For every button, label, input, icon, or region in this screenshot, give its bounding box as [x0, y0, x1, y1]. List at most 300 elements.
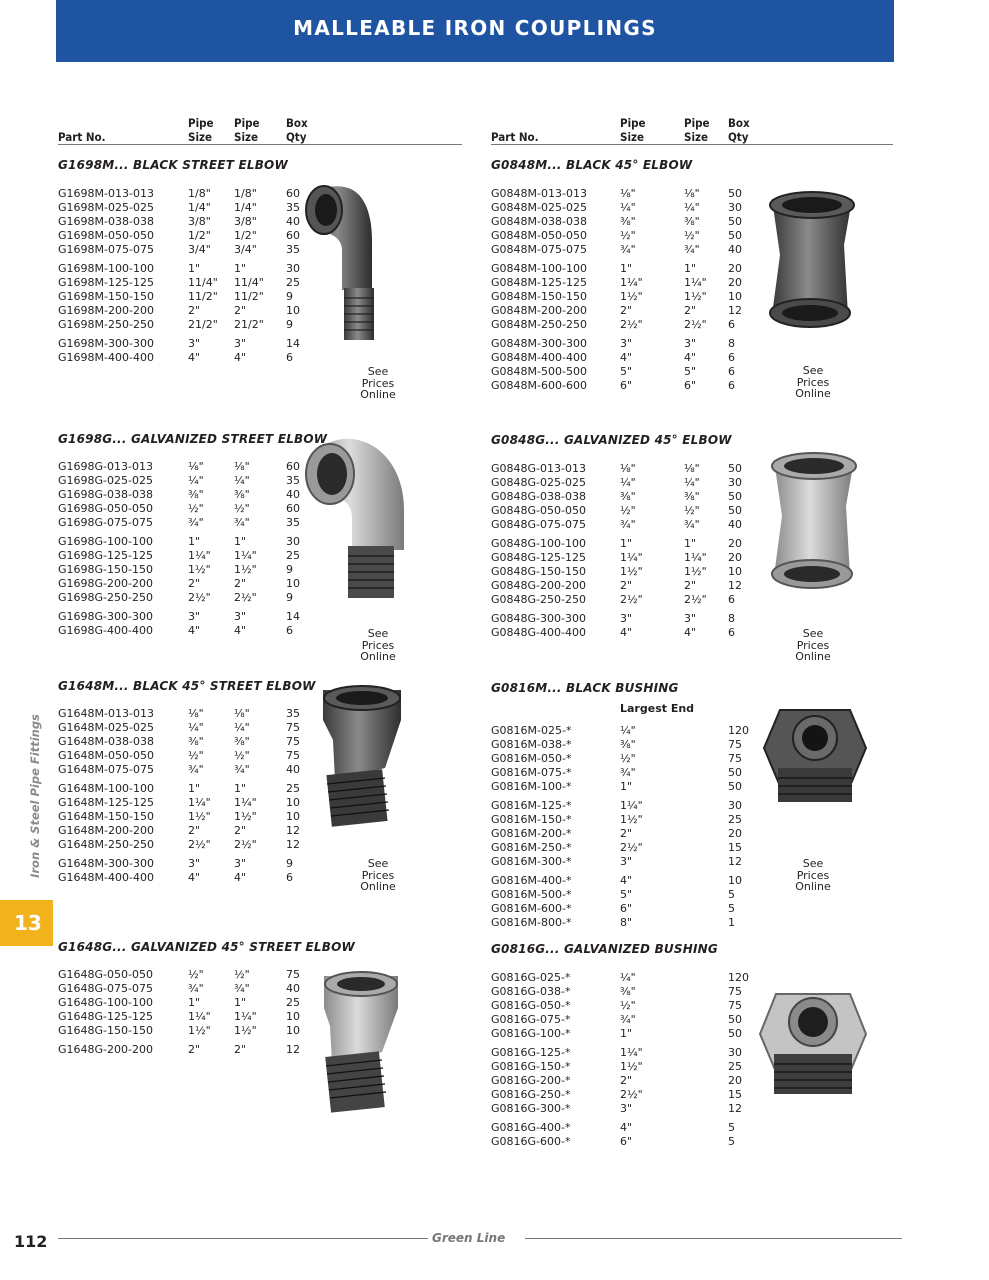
pipe-size-1: 1¼" [188, 549, 211, 562]
box-qty: 20 [728, 551, 742, 564]
part-number: G0848M-075-075 [491, 243, 587, 256]
part-number: G0816G-038-* [491, 985, 571, 998]
box-qty: 50 [728, 780, 742, 793]
pipe-size-1: 4" [188, 871, 201, 884]
pipe-size-1: 6" [620, 1135, 633, 1148]
see-text: See [802, 627, 824, 640]
pipe-size-1: ⅜" [620, 490, 636, 503]
part-number: G0816G-600-* [491, 1135, 571, 1148]
part-number: G1648G-200-200 [58, 1043, 153, 1056]
part-number: G0848M-025-025 [491, 201, 587, 214]
box-qty: 20 [728, 1074, 742, 1087]
part-number: G1698M-013-013 [58, 187, 154, 200]
galvanized-45-elbow-image [764, 446, 864, 596]
part-number: G0816G-200-* [491, 1074, 571, 1087]
pipe-size-1: ¾" [188, 763, 204, 776]
part-number: G0816M-250-* [491, 841, 572, 854]
part-number: G0816M-400-* [491, 874, 572, 887]
part-number: G1698M-400-400 [58, 351, 154, 364]
part-number: G1698M-200-200 [58, 304, 154, 317]
pipe-size-2: 1/2" [234, 229, 257, 242]
pipe-size-2: 1/4" [234, 201, 257, 214]
box-qty: 8 [728, 612, 735, 625]
box-qty: 25 [728, 813, 742, 826]
box-qty: 30 [286, 535, 300, 548]
part-number: G0848M-013-013 [491, 187, 587, 200]
header-pipe-1 [620, 116, 646, 144]
pipe-size-2: 2" [234, 824, 247, 837]
footer-rule-right [525, 1238, 902, 1239]
pipe-size-1: ⅛" [188, 707, 204, 720]
pipe-size-2: ¾" [684, 243, 700, 256]
header-size-text: Size [234, 130, 259, 144]
pipe-size-2: 11/2" [234, 290, 264, 303]
part-number: G0816G-025-* [491, 971, 571, 984]
box-qty: 6 [728, 351, 735, 364]
box-qty: 8 [728, 337, 735, 350]
box-qty: 30 [728, 201, 742, 214]
pipe-size-2: 1" [684, 537, 697, 550]
header-pipe-text: Pipe [684, 116, 710, 130]
part-number: G0848M-038-038 [491, 215, 587, 228]
part-number: G1698G-400-400 [58, 624, 153, 637]
box-qty: 6 [728, 318, 735, 331]
section-tab [0, 900, 53, 946]
pipe-size-1: 2" [620, 827, 633, 840]
see-prices-online-link[interactable] [348, 628, 408, 663]
part-number: G0816M-125-* [491, 799, 572, 812]
pipe-size-2: 1" [684, 262, 697, 275]
part-number: G1698M-025-025 [58, 201, 154, 214]
online-text: Online [795, 880, 831, 893]
box-qty: 50 [728, 215, 742, 228]
part-number: G0816G-050-* [491, 999, 571, 1012]
part-number: G1648G-150-150 [58, 1024, 153, 1037]
box-qty: 10 [286, 1010, 300, 1023]
box-qty: 9 [286, 318, 293, 331]
pipe-size-2: 1" [234, 996, 247, 1009]
pipe-size-2: 3" [234, 337, 247, 350]
part-number: G0848G-038-038 [491, 490, 586, 503]
box-qty: 60 [286, 187, 300, 200]
part-number: G0848G-200-200 [491, 579, 586, 592]
pipe-size-2: 1¼" [234, 549, 257, 562]
pipe-size-2: 2" [234, 1043, 247, 1056]
pipe-size-1: ¼" [620, 971, 636, 984]
pipe-size-1: 1½" [188, 810, 211, 823]
box-qty: 75 [728, 752, 742, 765]
box-qty: 1 [728, 916, 735, 929]
pipe-size-1: ⅛" [620, 462, 636, 475]
header-pipe-text: Pipe [188, 116, 214, 130]
pipe-size-1: 3" [188, 337, 201, 350]
part-number: G0848G-025-025 [491, 476, 586, 489]
pipe-size-2: ¼" [234, 721, 250, 734]
box-qty: 25 [728, 1060, 742, 1073]
part-number: G0816M-075-* [491, 766, 572, 779]
box-qty: 40 [286, 488, 300, 501]
part-number: G0848G-400-400 [491, 626, 586, 639]
box-qty: 75 [286, 721, 300, 734]
online-text: Online [360, 880, 396, 893]
pipe-size-2: 1½" [234, 810, 257, 823]
pipe-size-2: ¼" [684, 201, 700, 214]
pipe-size-1: 1" [188, 262, 201, 275]
box-qty: 75 [728, 738, 742, 751]
part-number: G0848G-100-100 [491, 537, 586, 550]
part-number: G0848G-125-125 [491, 551, 586, 564]
box-qty: 35 [286, 201, 300, 214]
pipe-size-1: ⅜" [188, 488, 204, 501]
pipe-size-1: 1¼" [620, 276, 643, 289]
pipe-size-2: 1½" [684, 565, 707, 578]
pipe-size-2: 21/2" [234, 318, 264, 331]
pipe-size-2: 4" [234, 351, 247, 364]
part-number: G0816M-600-* [491, 902, 572, 915]
box-qty: 10 [286, 796, 300, 809]
box-qty: 9 [286, 563, 293, 576]
part-number: G1698G-025-025 [58, 474, 153, 487]
box-qty: 50 [728, 490, 742, 503]
pipe-size-2: 1¼" [234, 796, 257, 809]
part-number: G0816G-100-* [491, 1027, 571, 1040]
galvanized-bushing-image [758, 982, 868, 1102]
galvanized-45-street-elbow-image [318, 966, 408, 1116]
box-qty: 10 [286, 1024, 300, 1037]
box-qty: 75 [728, 985, 742, 998]
box-qty: 25 [286, 782, 300, 795]
pipe-size-1: ½" [620, 504, 636, 517]
pipe-size-2: 2" [684, 304, 697, 317]
pipe-size-2: 11/4" [234, 276, 264, 289]
part-number: G0848G-013-013 [491, 462, 586, 475]
pipe-size-1: 3" [620, 337, 633, 350]
header-box-text: Box [286, 116, 308, 130]
part-number: G0816G-300-* [491, 1102, 571, 1115]
pipe-size-1: 1/8" [188, 187, 211, 200]
pipe-size-1: 6" [620, 379, 633, 392]
part-number: G1698G-250-250 [58, 591, 153, 604]
part-number: G0816M-025-* [491, 724, 572, 737]
pipe-size-2: ½" [234, 749, 250, 762]
part-number: G0848M-400-400 [491, 351, 587, 364]
pipe-size-1: 2" [188, 1043, 201, 1056]
part-number: G1648G-100-100 [58, 996, 153, 1009]
pipe-size-1: ¾" [620, 1013, 636, 1026]
box-qty: 14 [286, 610, 300, 623]
pipe-size-2: ½" [684, 504, 700, 517]
see-prices-online-link[interactable] [348, 858, 408, 893]
see-prices-online-link[interactable] [783, 628, 843, 663]
pipe-size-2: 6" [684, 379, 697, 392]
pipe-size-1: ¼" [620, 476, 636, 489]
box-qty: 50 [728, 766, 742, 779]
part-number: G0848G-150-150 [491, 565, 586, 578]
pipe-size-2: 1/8" [234, 187, 257, 200]
pipe-size-1: 2½" [620, 318, 643, 331]
pipe-size-2: ⅜" [234, 735, 250, 748]
prices-text: Prices [361, 868, 395, 882]
pipe-size-1: 3" [620, 1102, 633, 1115]
box-qty: 5 [728, 888, 735, 901]
box-qty: 50 [728, 187, 742, 200]
pipe-size-2: ⅜" [234, 488, 250, 501]
box-qty: 50 [728, 504, 742, 517]
pipe-size-1: 3" [188, 610, 201, 623]
pipe-size-1: 6" [620, 902, 633, 915]
box-qty: 20 [728, 276, 742, 289]
pipe-size-1: ½" [188, 968, 204, 981]
pipe-size-1: 1¼" [188, 1010, 211, 1023]
section-title-g1698m: G1698M... BLACK STREET ELBOW [58, 158, 288, 172]
header-part-no: Part No. [58, 130, 106, 144]
online-text: Online [360, 388, 396, 401]
pipe-size-1: 3/4" [188, 243, 211, 256]
part-number: G1698M-075-075 [58, 243, 154, 256]
box-qty: 40 [286, 982, 300, 995]
part-number: G1698M-300-300 [58, 337, 154, 350]
part-number: G1648M-300-300 [58, 857, 154, 870]
pipe-size-1: 2" [188, 304, 201, 317]
box-qty: 30 [286, 262, 300, 275]
pipe-size-2: 1½" [234, 563, 257, 576]
pipe-size-1: 1¼" [620, 551, 643, 564]
box-qty: 30 [728, 1046, 742, 1059]
see-text: See [367, 627, 389, 640]
pipe-size-1: 1½" [620, 813, 643, 826]
pipe-size-1: 1" [620, 1027, 633, 1040]
pipe-size-1: 1¼" [620, 1046, 643, 1059]
pipe-size-1: ¾" [188, 516, 204, 529]
box-qty: 12 [286, 1043, 300, 1056]
part-number: G1648M-100-100 [58, 782, 154, 795]
galvanized-street-elbow-image [300, 432, 410, 602]
pipe-size-1: ½" [188, 749, 204, 762]
box-qty: 15 [728, 1088, 742, 1101]
pipe-size-1: ¼" [188, 474, 204, 487]
pipe-size-1: ¾" [620, 243, 636, 256]
part-number: G1698G-300-300 [58, 610, 153, 623]
pipe-size-1: 2½" [620, 1088, 643, 1101]
box-qty: 35 [286, 243, 300, 256]
box-qty: 40 [728, 243, 742, 256]
pipe-size-1: 1½" [188, 1024, 211, 1037]
part-number: G1648G-050-050 [58, 968, 153, 981]
largest-end-subhead: Largest End [620, 702, 695, 715]
see-prices-online-link[interactable] [783, 858, 843, 893]
see-prices-online-link[interactable] [348, 366, 408, 401]
pipe-size-2: ¼" [684, 476, 700, 489]
see-prices-online-link[interactable] [783, 365, 843, 400]
right-column-header [491, 116, 893, 145]
part-number: G1648M-025-025 [58, 721, 154, 734]
section-tab-number: 13 [14, 911, 42, 935]
box-qty: 30 [728, 799, 742, 812]
header-pipe-text: Pipe [234, 116, 260, 130]
part-number: G1648M-013-013 [58, 707, 154, 720]
pipe-size-1: ¼" [188, 721, 204, 734]
box-qty: 10 [286, 304, 300, 317]
part-number: G1698M-125-125 [58, 276, 154, 289]
pipe-size-2: 2½" [684, 318, 707, 331]
box-qty: 60 [286, 229, 300, 242]
part-number: G0816G-250-* [491, 1088, 571, 1101]
prices-text: Prices [796, 375, 830, 389]
pipe-size-1: 2" [620, 304, 633, 317]
pipe-size-1: ⅛" [188, 460, 204, 473]
part-number: G0848M-050-050 [491, 229, 587, 242]
part-number: G0848M-300-300 [491, 337, 587, 350]
pipe-size-2: ⅜" [684, 215, 700, 228]
part-number: G0848M-600-600 [491, 379, 587, 392]
box-qty: 10 [286, 577, 300, 590]
pipe-size-2: 4" [684, 351, 697, 364]
box-qty: 40 [728, 518, 742, 531]
box-qty: 30 [728, 476, 742, 489]
pipe-size-2: 2½" [684, 593, 707, 606]
pipe-size-1: 2" [188, 577, 201, 590]
part-number: G0816G-075-* [491, 1013, 571, 1026]
box-qty: 10 [286, 810, 300, 823]
pipe-size-2: 3" [684, 612, 697, 625]
pipe-size-2: ½" [684, 229, 700, 242]
see-text: See [802, 364, 824, 377]
pipe-size-1: 3" [620, 855, 633, 868]
part-number: G0848M-200-200 [491, 304, 587, 317]
pipe-size-1: ¾" [620, 518, 636, 531]
part-number: G0816M-038-* [491, 738, 572, 751]
pipe-size-1: 4" [620, 1121, 633, 1134]
pipe-size-2: 2" [684, 579, 697, 592]
pipe-size-2: 2" [234, 577, 247, 590]
part-number: G1698G-100-100 [58, 535, 153, 548]
part-number: G1698G-050-050 [58, 502, 153, 515]
box-qty: 12 [286, 824, 300, 837]
pipe-size-1: 2½" [620, 841, 643, 854]
pipe-size-1: 11/2" [188, 290, 218, 303]
pipe-size-2: 1¼" [234, 1010, 257, 1023]
prices-text: Prices [361, 376, 395, 390]
part-number: G1648M-200-200 [58, 824, 154, 837]
box-qty: 120 [728, 971, 749, 984]
box-qty: 9 [286, 290, 293, 303]
part-number: G1648M-075-075 [58, 763, 154, 776]
box-qty: 5 [728, 902, 735, 915]
online-text: Online [360, 650, 396, 663]
online-text: Online [795, 387, 831, 400]
black-45-street-elbow-image [315, 680, 415, 830]
part-number: G1698G-075-075 [58, 516, 153, 529]
pipe-size-1: 3/8" [188, 215, 211, 228]
box-qty: 35 [286, 516, 300, 529]
box-qty: 20 [728, 827, 742, 840]
pipe-size-1: 5" [620, 365, 633, 378]
pipe-size-1: ⅜" [620, 738, 636, 751]
part-number: G1648G-075-075 [58, 982, 153, 995]
left-column-header [58, 116, 462, 145]
pipe-size-2: 4" [234, 871, 247, 884]
box-qty: 75 [286, 735, 300, 748]
header-qty-text: Qty [728, 130, 749, 144]
side-category-label [20, 715, 40, 885]
part-number: G0816M-800-* [491, 916, 572, 929]
page-number: 112 [14, 1232, 48, 1251]
box-qty: 6 [286, 624, 293, 637]
pipe-size-1: 1" [188, 535, 201, 548]
pipe-size-1: ½" [188, 502, 204, 515]
box-qty: 10 [728, 565, 742, 578]
pipe-size-1: 2" [620, 1074, 633, 1087]
box-qty: 9 [286, 591, 293, 604]
section-title-g1698g: G1698G... GALVANIZED STREET ELBOW [58, 432, 328, 446]
header-size-text: Size [620, 130, 645, 144]
box-qty: 6 [728, 593, 735, 606]
box-qty: 6 [286, 351, 293, 364]
box-qty: 6 [728, 379, 735, 392]
pipe-size-1: 1¼" [188, 796, 211, 809]
pipe-size-1: ¾" [188, 982, 204, 995]
pipe-size-2: ⅛" [234, 460, 250, 473]
pipe-size-1: 5" [620, 888, 633, 901]
box-qty: 35 [286, 474, 300, 487]
pipe-size-1: 3" [620, 612, 633, 625]
pipe-size-2: ½" [234, 968, 250, 981]
box-qty: 50 [728, 1013, 742, 1026]
pipe-size-1: 4" [620, 626, 633, 639]
pipe-size-1: 1" [188, 996, 201, 1009]
pipe-size-2: ¾" [234, 763, 250, 776]
box-qty: 75 [286, 749, 300, 762]
box-qty: 12 [286, 838, 300, 851]
box-qty: 9 [286, 857, 293, 870]
pipe-size-1: 1½" [620, 290, 643, 303]
box-qty: 40 [286, 215, 300, 228]
box-qty: 12 [728, 855, 742, 868]
pipe-size-1: 4" [620, 351, 633, 364]
pipe-size-2: 4" [234, 624, 247, 637]
box-qty: 120 [728, 724, 749, 737]
online-text: Online [795, 650, 831, 663]
box-qty: 75 [728, 999, 742, 1012]
pipe-size-2: ⅛" [684, 462, 700, 475]
header-qty-text: Qty [286, 130, 307, 144]
part-number: G1648M-400-400 [58, 871, 154, 884]
black-45-elbow-image [762, 185, 862, 335]
part-number: G0816G-150-* [491, 1060, 571, 1073]
pipe-size-1: ¾" [620, 766, 636, 779]
pipe-size-2: 5" [684, 365, 697, 378]
pipe-size-1: ¼" [620, 201, 636, 214]
box-qty: 75 [286, 968, 300, 981]
see-text: See [802, 857, 824, 870]
pipe-size-2: 1" [234, 535, 247, 548]
box-qty: 40 [286, 763, 300, 776]
pipe-size-1: 2½" [620, 593, 643, 606]
part-number: G1648M-150-150 [58, 810, 154, 823]
header-size-text: Size [188, 130, 213, 144]
box-qty: 25 [286, 996, 300, 1009]
part-number: G1698M-250-250 [58, 318, 154, 331]
pipe-size-1: 2" [620, 579, 633, 592]
part-number: G0848M-125-125 [491, 276, 587, 289]
box-qty: 10 [728, 290, 742, 303]
prices-text: Prices [796, 868, 830, 882]
pipe-size-2: 1½" [234, 1024, 257, 1037]
box-qty: 14 [286, 337, 300, 350]
pipe-size-1: ⅜" [188, 735, 204, 748]
pipe-size-1: 2½" [188, 591, 211, 604]
part-number: G0848M-150-150 [491, 290, 587, 303]
